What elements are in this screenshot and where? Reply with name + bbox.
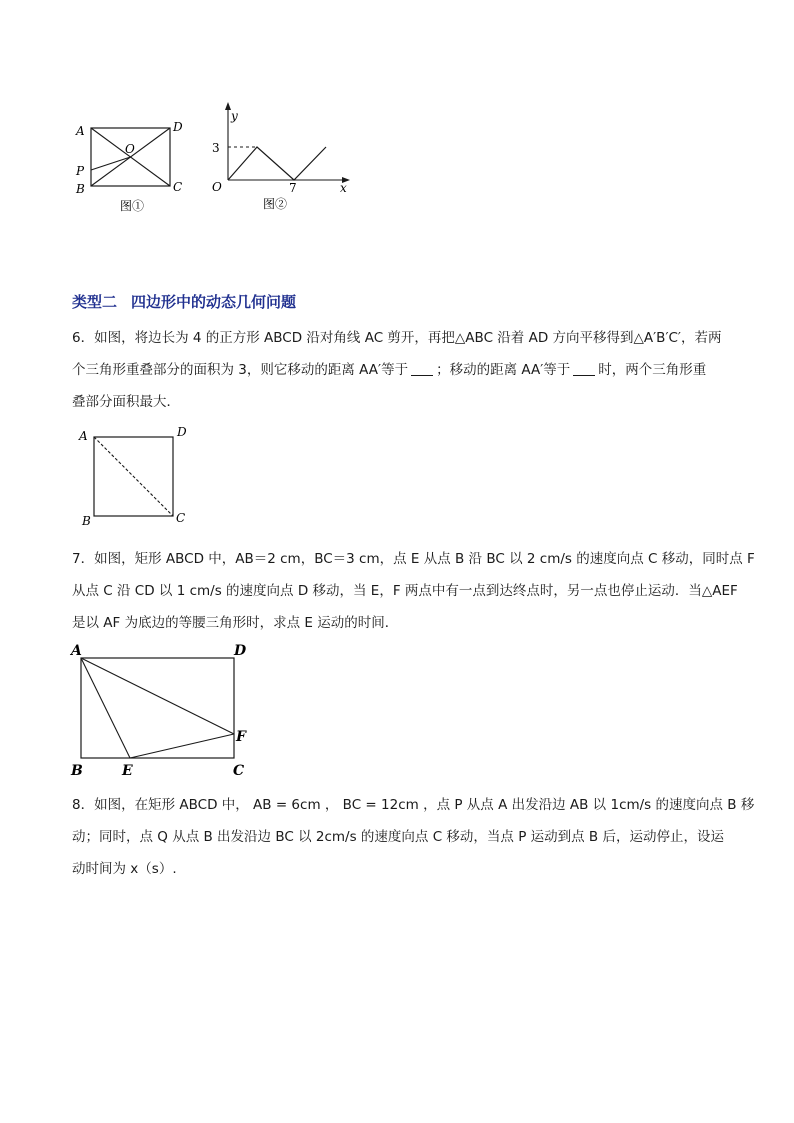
fig2-tick-7: 7 [289, 181, 297, 195]
q7-line-3: 是以 AF 为底边的等腰三角形时，求点 E 运动的时间． [72, 615, 399, 631]
q7-label-a: A [71, 643, 82, 659]
q6-figure [75, 422, 195, 532]
fig1-label-o: O [125, 142, 135, 156]
fig2-label-y: y [231, 109, 238, 123]
q7-label-b: B [71, 763, 83, 779]
fig1-label-a: A [76, 124, 85, 138]
q6-line-2c: 时，两个三角形重 [598, 362, 707, 378]
q6-line-3: 叠部分面积最大． [72, 394, 180, 410]
fig1-label-c: C [173, 180, 183, 194]
q7-segment-ef [130, 734, 234, 758]
q6-label-c: C [176, 511, 186, 525]
q7-label-f: F [236, 729, 246, 745]
q6-answer-blank-1[interactable] [411, 375, 433, 376]
fig1-segment-po [91, 157, 131, 170]
q6-label-b: B [82, 514, 91, 528]
q6-line-2a: 个三角形重叠部分的面积为 3，则它移动的距离 AA′等于 [72, 362, 409, 378]
fig2-graph-line [228, 147, 326, 180]
fig1-caption: 图① [120, 199, 145, 213]
q6-line-2 [72, 358, 706, 378]
q7-label-e: E [122, 763, 133, 779]
q6-line-2b: ；移动的距离 AA′等于 [436, 362, 571, 378]
q7-segment-ae [81, 658, 130, 758]
fig2-caption: 图② [263, 197, 288, 211]
fig2-label-x: x [340, 181, 347, 195]
fig2-tick-3: 3 [212, 141, 220, 155]
q7-label-c: C [233, 763, 245, 779]
section-heading [72, 291, 310, 312]
fig1-label-b: B [76, 182, 85, 196]
fig2-label-origin: O [212, 180, 222, 194]
q7-segment-af [81, 658, 234, 734]
q7-rectangle [81, 658, 234, 758]
figure-1 [70, 115, 190, 220]
q6-label-a: A [79, 429, 88, 443]
q7-line-1: 7．如图，矩形 ABCD 中，AB＝2 cm，BC＝3 cm，点 E 从点 B 沿 BC 以 2 cm/s 的速度向点 C 移动，同时点 F [72, 551, 755, 567]
q6-answer-blank-2[interactable] [573, 375, 595, 376]
q6-line-1: 6．如图，将边长为 4 的正方形 ABCD 沿对角线 AC 剪开，再把△ABC 沿着 AD 方向平移得到△A′B′C′，若两 [72, 330, 722, 346]
q6-diagonal-ac [94, 437, 173, 516]
q7-label-d: D [234, 643, 247, 659]
q6-label-d: D [177, 425, 187, 439]
section-title: 四边形中的动态几何问题 [131, 293, 297, 311]
q8-line-3: 动时间为 x（s）. [72, 861, 177, 877]
q8-line-2: 动；同时，点 Q 从点 B 出发沿边 BC 以 2cm/s 的速度向点 C 移动，当点 P 运动到点 B 后，运动停止，设运 [72, 829, 724, 845]
q7-line-2: 从点 C 沿 CD 以 1 cm/s 的速度向点 D 移动，当 E，F 两点中有一点到达终点时，另一点也停止运动．当△AEF [72, 583, 738, 599]
fig1-label-p: P [76, 164, 85, 178]
q8-line-1: 8．如图，在矩形 ABCD 中， AB = 6cm ， BC = 12cm ，点 P 从点 A 出发沿边 AB 以 1cm/s 的速度向点 B 移 [72, 797, 755, 813]
figure-2 [205, 100, 355, 215]
q7-figure [65, 638, 265, 783]
section-label: 类型二 [72, 293, 118, 311]
fig1-label-d: D [173, 120, 183, 134]
